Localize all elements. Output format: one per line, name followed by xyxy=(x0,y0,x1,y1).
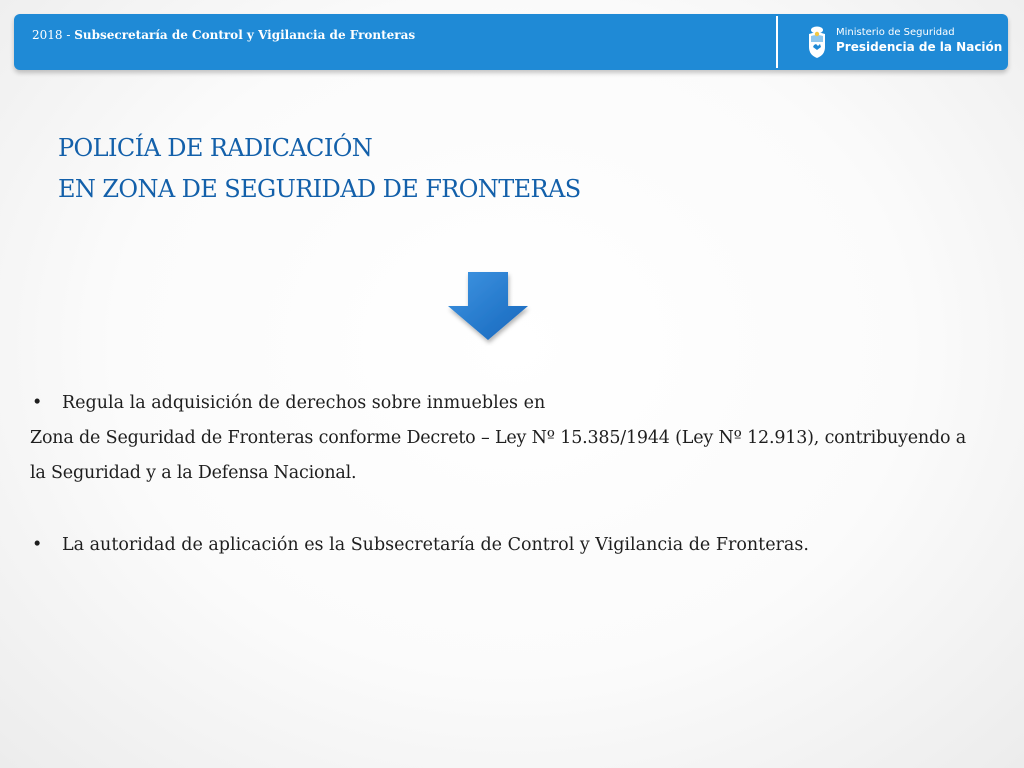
bullet-continuation: Zona de Seguridad de Fronteras conforme Decreto – Ley Nº 15.385/1944 (Ley Nº 12.913), contribuyendo a la Seguridad y a la Defensa Nacional. xyxy=(30,428,966,483)
header-divider xyxy=(776,16,778,68)
ministry-name: Ministerio de Seguridad xyxy=(836,27,955,38)
slide-title xyxy=(58,128,758,210)
bullet-marker: • xyxy=(32,535,43,555)
bullet-text: Regula la adquisición de derechos sobre inmuebles en xyxy=(62,393,546,413)
down-arrow-icon xyxy=(444,270,532,346)
header-bar xyxy=(14,14,1008,70)
bullet-marker: • xyxy=(32,393,43,413)
slide-content xyxy=(30,386,966,563)
header-agency: Subsecretaría de Control y Vigilancia de Fronteras xyxy=(74,28,416,42)
shield-icon xyxy=(806,25,828,59)
title-line-1: POLICÍA DE RADICACIÓN xyxy=(58,134,373,162)
bullet-text: La autoridad de aplicación es la Subsecretaría de Control y Vigilancia de Fronteras. xyxy=(62,535,809,555)
spacer xyxy=(30,491,966,528)
header-year: 2018 - xyxy=(32,28,71,42)
bullet-item xyxy=(30,386,966,421)
title-line-2: EN ZONA DE SEGURIDAD DE FRONTERAS xyxy=(58,175,581,203)
header-caption xyxy=(32,28,415,42)
ministry-logo xyxy=(806,25,1006,59)
presidency-name: Presidencia de la Nación xyxy=(836,40,1003,54)
bullet-item xyxy=(30,528,966,563)
